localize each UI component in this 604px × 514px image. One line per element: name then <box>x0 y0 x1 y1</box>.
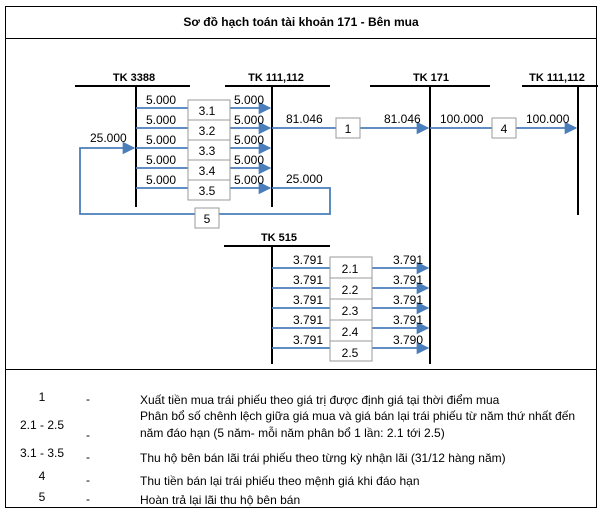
legend-desc-2: Phân bổ số chênh lệch giữa giá mua và giá bán lại trái phiếu từ năm thứ nhất đến năm đáo hạn (5 năm- mỗi năm phân bổ 1 lần: 2.1 tới 2.5) <box>140 409 576 440</box>
amount-3388-1: 5.000 <box>146 93 177 107</box>
amount-171-2: 3.791 <box>393 273 424 287</box>
amount-171-5: 3.790 <box>393 333 424 347</box>
step-label-3-1: 3.1 <box>198 104 216 118</box>
amount-1-right: 81.046 <box>384 112 421 126</box>
step-label-2-1: 2.1 <box>341 262 359 276</box>
amount-4-left: 100.000 <box>440 112 484 126</box>
account-label-515: TK 515 <box>260 232 298 244</box>
step-label-3-3: 3.3 <box>198 144 216 158</box>
step-label-1: 1 <box>344 122 352 136</box>
amount-515-2: 3.791 <box>293 273 324 287</box>
amount-515-5: 3.791 <box>293 333 324 347</box>
amount-111-1: 5.000 <box>234 93 265 107</box>
step-boxes-3 <box>188 100 230 200</box>
legend-dash-3: - <box>86 450 90 464</box>
amount-515-3: 3.791 <box>293 293 324 307</box>
amount-3388-5: 5.000 <box>146 173 177 187</box>
amount-515-1: 3.791 <box>293 253 324 267</box>
account-label-111-right: TK 111,112 <box>529 72 585 84</box>
amount-1-left: 81.046 <box>286 112 323 126</box>
step-label-3-2: 3.2 <box>198 124 216 138</box>
amount-loop-5: 25.000 <box>90 131 127 145</box>
legend-dash-2: - <box>86 428 90 442</box>
diagram-title: Sơ đồ hạch toán tài khoản 171 - Bên mua <box>183 15 419 29</box>
amount-171-3: 3.791 <box>393 293 424 307</box>
amount-111-2: 5.000 <box>234 113 265 127</box>
amount-515-4: 3.791 <box>293 313 324 327</box>
step-label-2-5: 2.5 <box>341 346 359 360</box>
legend-desc-5: Hoàn trả lại lãi thu hộ bên bán <box>140 493 301 507</box>
account-label-3388: TK 3388 <box>112 72 156 84</box>
legend-dash-5: - <box>86 492 90 506</box>
amount-3388-2: 5.000 <box>146 113 177 127</box>
step-label-3-4: 3.4 <box>198 164 216 178</box>
step-label-5: 5 <box>203 212 211 226</box>
legend-code-1: 1 <box>38 390 46 404</box>
step-label-2-2: 2.2 <box>341 283 359 297</box>
amount-3388-3: 5.000 <box>146 133 177 147</box>
legend-code-2: 2.1 - 2.5 <box>19 418 65 432</box>
legend-desc-1: Xuất tiền mua trái phiếu theo giá trị được định giá tại thời điểm mua <box>140 393 500 407</box>
legend-dash-4: - <box>86 473 90 487</box>
legend-desc-4: Thu tiền bán lại trái phiếu theo mệnh giá khi đáo hạn <box>140 474 420 488</box>
legend-code-3: 3.1 - 3.5 <box>19 446 65 460</box>
step-label-2-4: 2.4 <box>341 325 359 339</box>
amount-111-5: 5.000 <box>234 173 265 187</box>
legend-desc-3: Thu hộ bên bán lãi trái phiếu theo từng kỳ nhận lãi (31/12 hàng năm) <box>140 451 506 465</box>
amount-4-right: 100.000 <box>526 112 570 126</box>
amount-3388-4: 5.000 <box>146 153 177 167</box>
amount-171-4: 3.791 <box>393 313 424 327</box>
legend-code-5: 5 <box>38 490 46 504</box>
account-label-111-left: TK 111,112 <box>248 72 304 84</box>
amount-111-3: 5.000 <box>234 133 265 147</box>
step-label-4: 4 <box>500 122 508 136</box>
legend-dash-1: - <box>86 392 90 406</box>
amount-171-1: 3.791 <box>393 253 424 267</box>
step-label-3-5: 3.5 <box>198 184 216 198</box>
legend-code-4: 4 <box>38 469 46 483</box>
step-boxes-2 <box>330 257 372 361</box>
amount-111-4: 5.000 <box>234 153 265 167</box>
account-label-171: TK 171 <box>412 72 450 84</box>
t-account-111-right <box>522 72 598 215</box>
amount-111-total: 25.000 <box>286 172 323 186</box>
step-label-2-3: 2.3 <box>341 304 359 318</box>
